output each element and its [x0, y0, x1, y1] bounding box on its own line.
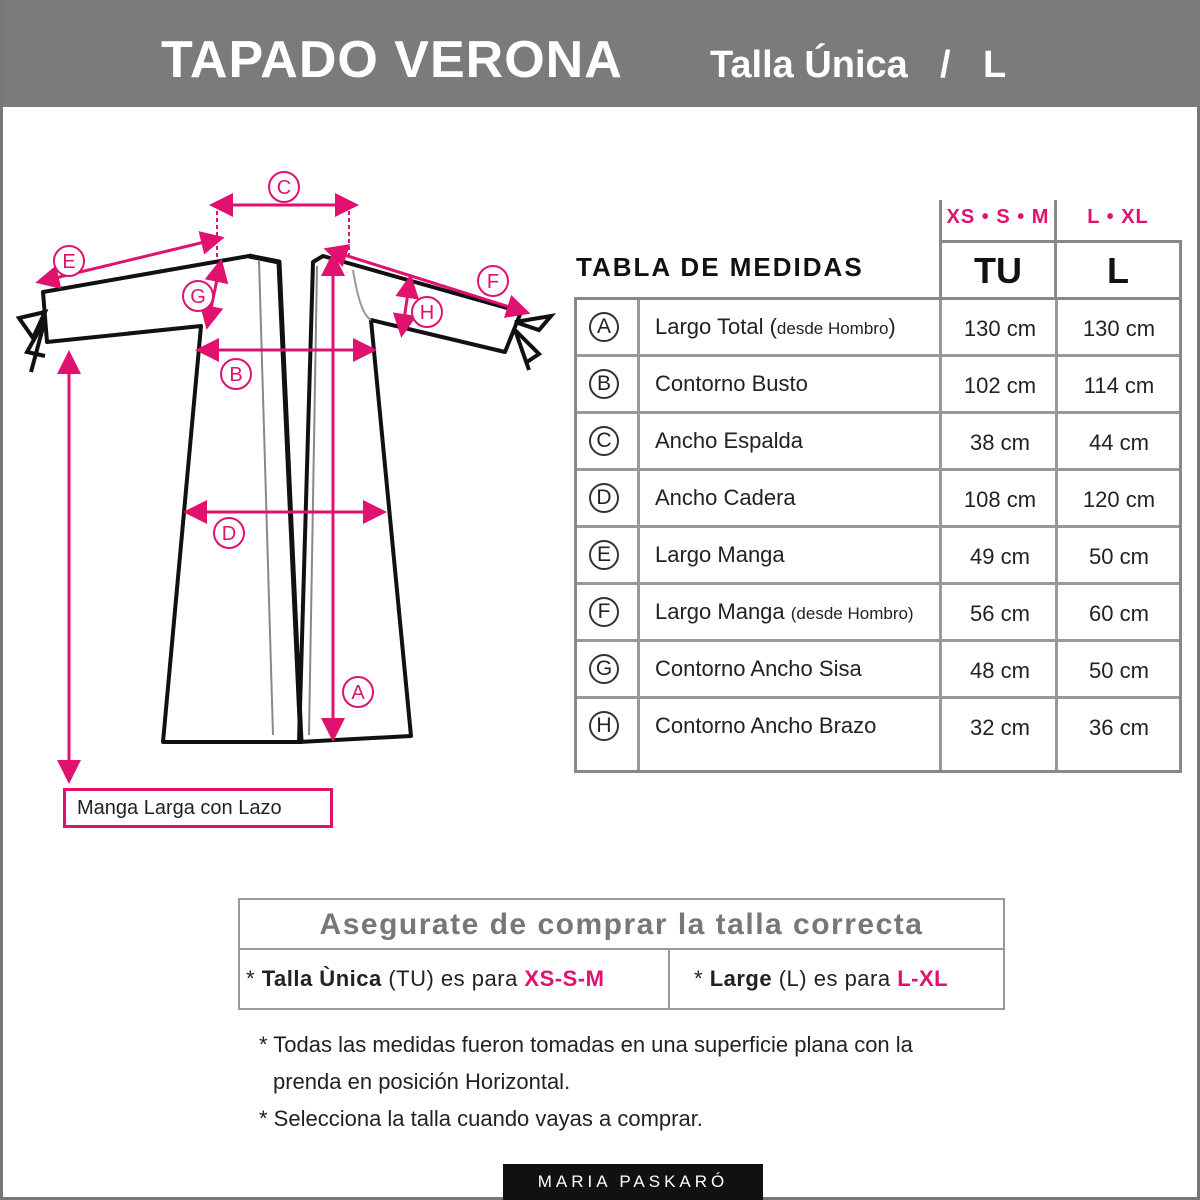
letter-a-badge	[343, 677, 373, 707]
svg-text:B: B	[229, 364, 243, 386]
size-label: Talla Única	[710, 44, 908, 86]
measurements-table	[574, 297, 1182, 773]
letter-g-badge	[183, 281, 213, 311]
letter-b-badge	[221, 359, 251, 389]
row-label: Ancho Espalda	[655, 428, 803, 453]
row-value-tu: 102 cm	[963, 373, 1037, 398]
row-letter: H	[589, 711, 619, 741]
row-value-tu: 130 cm	[963, 316, 1037, 341]
group-label-l: L • XL	[1087, 206, 1149, 228]
row-value-l: 36 cm	[1089, 715, 1149, 740]
svg-text:F: F	[486, 271, 500, 293]
table-row	[577, 528, 1179, 585]
row-value-tu: 49 cm	[970, 544, 1030, 569]
group-label-tu: XS • S • M	[946, 206, 1050, 228]
brand-logo: MARIA PASKARÓ	[503, 1164, 763, 1200]
table-row	[577, 642, 1179, 699]
size-guide-l: * Large (L) es para L-XL	[668, 950, 1003, 1008]
table-row	[577, 699, 1179, 756]
row-value-l: 50 cm	[1089, 658, 1149, 683]
garment-diagram	[3, 150, 563, 850]
row-label: Largo Manga (desde Hombro)	[655, 599, 914, 624]
letter-c-badge	[269, 172, 299, 202]
column-header-l: L	[1107, 250, 1129, 291]
row-value-tu: 48 cm	[970, 658, 1030, 683]
product-title: TAPADO VERONA	[161, 31, 623, 89]
coat-illustration	[3, 150, 563, 850]
coat-outline	[43, 256, 521, 742]
table-row	[577, 585, 1179, 642]
letter-e-badge	[54, 246, 84, 276]
row-value-l: 114 cm	[1083, 373, 1155, 398]
note-line-1: * Todas las medidas fueron tomadas en una superficie plana con la	[259, 1032, 913, 1057]
svg-text:E: E	[62, 251, 76, 273]
row-value-l: 50 cm	[1089, 544, 1149, 569]
table-title: TABLA DE MEDIDAS	[576, 252, 864, 282]
row-value-l: 44 cm	[1089, 430, 1149, 455]
row-value-tu: 56 cm	[970, 601, 1030, 626]
size-alt-label: L	[983, 44, 1007, 86]
svg-text:D: D	[221, 523, 237, 545]
row-letter: E	[589, 540, 619, 570]
row-letter: C	[589, 426, 619, 456]
measurement-letters	[54, 172, 508, 707]
measurement-arrows	[47, 204, 519, 772]
table-row	[577, 300, 1179, 357]
size-guide-box	[238, 898, 1005, 1010]
row-label: Largo Total (desde Hombro)	[655, 314, 896, 339]
row-label: Contorno Busto	[655, 371, 808, 396]
row-value-tu: 38 cm	[970, 430, 1030, 455]
row-value-l: 130 cm	[1082, 316, 1156, 341]
svg-text:C: C	[276, 177, 292, 199]
row-value-l: 120 cm	[1082, 487, 1156, 512]
row-value-l: 60 cm	[1089, 601, 1149, 626]
row-label: Ancho Cadera	[655, 485, 796, 510]
sleeve-note: Manga Larga con Lazo	[63, 788, 333, 828]
column-header-tu: TU	[974, 250, 1022, 291]
note-line-2: prenda en posición Horizontal.	[273, 1069, 571, 1094]
table-row	[577, 357, 1179, 414]
size-separator: /	[940, 44, 951, 86]
divider	[1179, 240, 1182, 297]
row-label: Largo Manga	[655, 542, 785, 567]
row-label: Contorno Ancho Brazo	[655, 713, 877, 738]
letter-f-badge	[478, 266, 508, 296]
row-value-tu: 32 cm	[970, 715, 1030, 740]
note-line-3: * Selecciona la talla cuando vayas a comprar.	[259, 1106, 703, 1131]
svg-text:G: G	[190, 286, 206, 308]
letter-h-badge	[412, 297, 442, 327]
row-letter: D	[589, 483, 619, 513]
table-row	[577, 471, 1179, 528]
size-guide-tu: * Talla Ùnica (TU) es para XS-S-M	[246, 966, 605, 991]
header-bar	[3, 0, 1200, 107]
row-letter: F	[589, 597, 619, 627]
row-letter: B	[589, 369, 619, 399]
row-value-tu: 108 cm	[963, 487, 1037, 512]
size-guide-heading: Asegurate de comprar la talla correcta	[240, 900, 1003, 950]
table-row	[577, 414, 1179, 471]
svg-text:H: H	[419, 302, 435, 324]
row-letter: A	[589, 312, 619, 342]
row-label: Contorno Ancho Sisa	[655, 656, 862, 681]
letter-d-badge	[214, 518, 244, 548]
svg-text:A: A	[351, 682, 365, 704]
row-letter: G	[589, 654, 619, 684]
notes	[259, 1026, 913, 1137]
